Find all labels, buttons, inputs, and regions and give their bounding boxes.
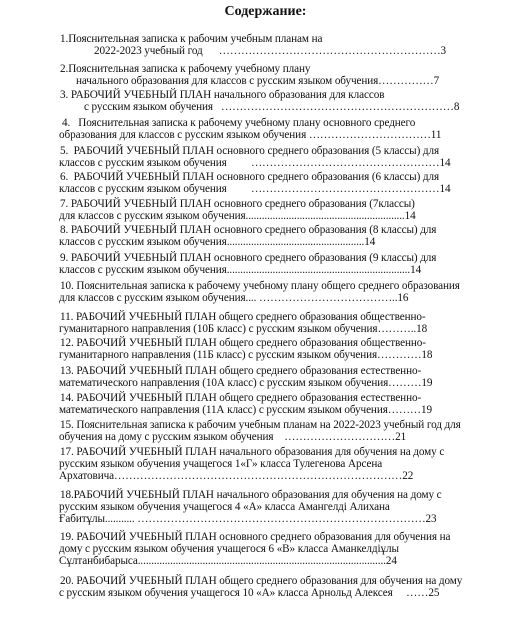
toc-line: математического направления (11А класс) с русским языком обучения………19: [59, 404, 433, 416]
page-title: Содержание:: [224, 4, 307, 19]
toc-line: 7. РАБОЧИЙ УЧЕБНЫЙ ПЛАН основного среднего образования (7классы): [60, 198, 415, 210]
toc-line: 3. РАБОЧИЙ УЧЕБНЫЙ ПЛАН начального образования для классов: [60, 89, 385, 101]
toc-line: для классов с русским языком обучения.... ………………………………..16: [59, 292, 409, 304]
toc-line: Архатовича……………………………………………………………………22: [59, 470, 414, 482]
toc-line: 17. РАБОЧИЙ УЧЕБНЫЙ ПЛАН начального образования для обучения на дому с: [60, 446, 445, 458]
toc-line: 20. РАБОЧИЙ УЧЕБНЫЙ ПЛАН общего среднего образования для обучения на дому: [60, 575, 463, 587]
toc-line: русским языком обучения учащегося 1«Г» класса Тулегенова Арсена: [59, 458, 383, 470]
toc-line: 2.Пояснительная записка к рабочему учебному плану: [60, 63, 311, 75]
toc-line: образования для классов с русским языком обучения ……………………………11: [59, 129, 442, 141]
toc-line: классов с русским языком обучения....................................................................14: [59, 264, 422, 276]
toc-line: 5. РАБОЧИЙ УЧЕБНЫЙ ПЛАН основного среднего образования (5 классы) для: [60, 145, 440, 157]
toc-line: классов с русским языком обучения ……………………………………………14: [59, 157, 451, 169]
toc-line: 14. РАБОЧИЙ УЧЕБНЫЙ ПЛАН общего среднего образования естественно-: [60, 392, 422, 404]
toc-line: классов с русским языком обучения...................................................14: [59, 236, 376, 248]
toc-line: с русским языком обучения ………………………………………………………8: [84, 101, 460, 113]
toc-line: классов с русским языком обучения ……………………………………………14: [59, 183, 451, 195]
toc-line: гуманитарного направления (11Б класс) с русским языком обучения…………18: [59, 349, 433, 361]
toc-line: начального образования для классов с русским языком обучения……………7: [76, 75, 440, 87]
toc-line: 1.Пояснительная записка к рабочим учебным планам на: [60, 33, 323, 45]
toc-line: для классов с русским языком обучения...........................................................14: [59, 210, 416, 222]
toc-line: с русским языком обучения учащегося 10 «А» класса Арнольд Алексея ……25: [59, 587, 440, 599]
toc-line: математического направления (10А класс) с русским языком обучения………19: [59, 377, 433, 389]
toc-line: 18.РАБОЧИЙ УЧЕБНЫЙ ПЛАН начального образования для обучения на дому с: [60, 489, 442, 501]
toc-line: обучения на дому с русским языком обучения …………………………21: [59, 431, 407, 443]
toc-entry-19[interactable]: [0, 575, 531, 623]
toc-line: гуманитарного направления (10Б класс) с русским языком обучения………..18: [59, 323, 428, 335]
toc-line: 13. РАБОЧИЙ УЧЕБНЫЙ ПЛАН общего среднего образования естественно-: [60, 365, 422, 377]
toc-line: 10. Пояснительная записка к рабочему учебному плану общего среднего образования: [60, 280, 460, 292]
toc-line: русским языком обучения учащегося 4 «А» класса Амангелді Алихана: [59, 501, 390, 513]
toc-line: Сұлтанбибарыса............................................................................................24: [59, 555, 397, 567]
toc-line: 9. РАБОЧИЙ УЧЕБНЫЙ ПЛАН основного среднего образования (9 классы) для: [60, 252, 437, 264]
toc-line: Ғабитұлы........... ……………………………………………………………………23: [59, 513, 437, 525]
toc-line: 2022-2023 учебный год ……………………………………………………3: [94, 45, 447, 57]
toc-line: 6. РАБОЧИЙ УЧЕБНЫЙ ПЛАН основного среднего образования (6 классы) для: [60, 171, 440, 183]
toc-line: дому с русским языком обучения учащегося 6 «В» класса Аманкелдіұлы: [59, 543, 399, 555]
toc-line: 15. Пояснительная записка к рабочим учебным планам на 2022-2023 учебный год для: [60, 419, 461, 431]
toc-line: 8. РАБОЧИЙ УЧЕБНЫЙ ПЛАН основного среднего образования (8 классы) для: [60, 224, 437, 236]
toc-line: 11. РАБОЧИЙ УЧЕБНЫЙ ПЛАН общего среднего образования общественно-: [60, 311, 426, 323]
toc-line: 12. РАБОЧИЙ УЧЕБНЫЙ ПЛАН общего среднего образования общественно-: [60, 337, 426, 349]
toc-line: 19. РАБОЧИЙ УЧЕБНЫЙ ПЛАН основного среднего образования для обучения на: [60, 531, 451, 543]
toc-line: 4. Пояснительная записка к рабочему учебному плану основного среднего: [62, 117, 416, 129]
